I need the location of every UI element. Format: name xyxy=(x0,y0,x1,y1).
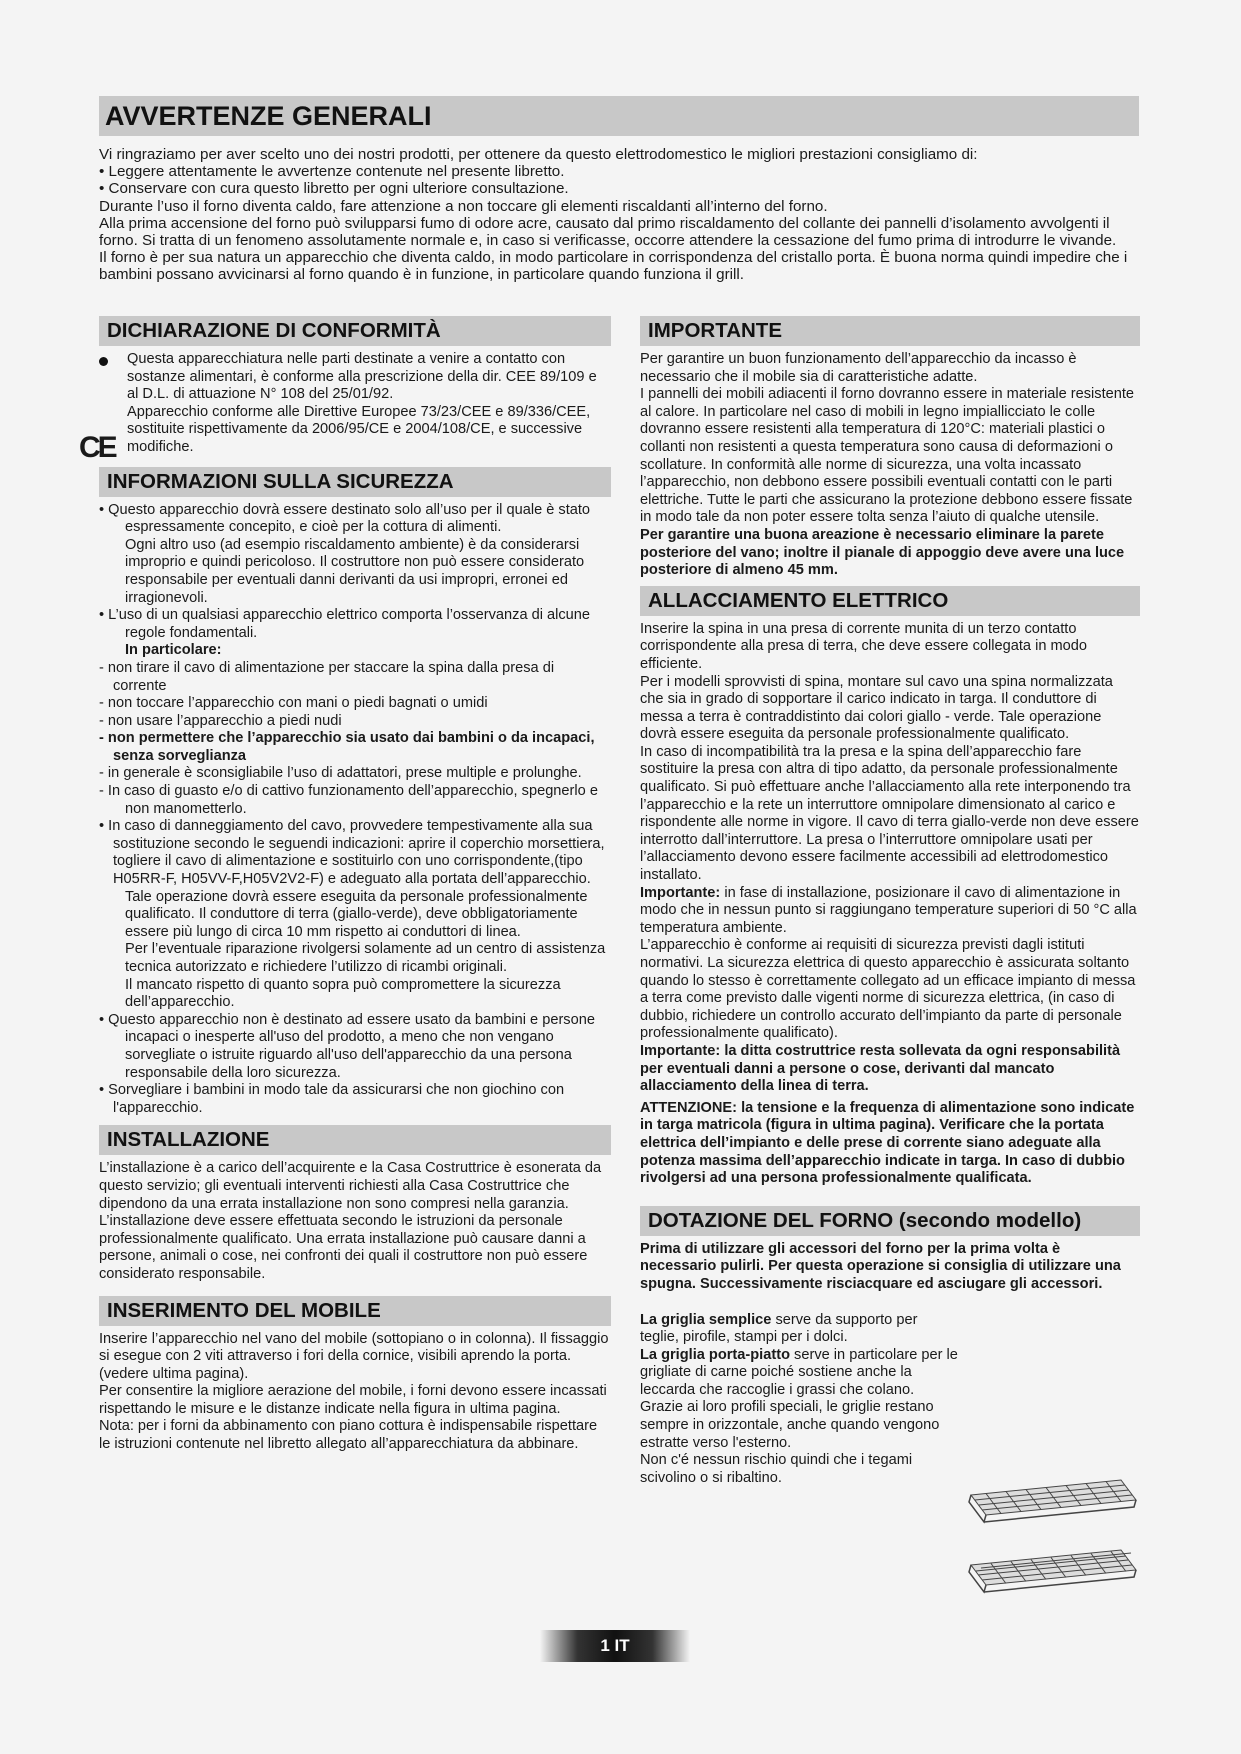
safety-dash: - In caso di guasto e/o di cattivo funzionamento dell’apparecchio, spegnerlo e non manometterlo. xyxy=(99,783,598,817)
safety-text: Ogni altro uso (ad esempio riscaldamento ambiente) è da considerarsi improprio e quindi pericoloso. Il costruttore non può essere considerato responsabile per eventuali danni derivanti da usi impropri, erronei ed irragionevoli. xyxy=(125,536,585,606)
intro-line: • Conservare con cura questo libretto per ogni ulteriore consultazione. xyxy=(99,180,569,198)
grill-text xyxy=(640,1347,958,1400)
safety-bullet: • In caso di danneggiamento del cavo, provvedere tempestivamente alla sua sostituzione secondo le seguendi indicazioni: aprire il coperchio morsettiera, togliere il cavo di alimentazione e sostituirlo con uno corrispondente,(tipo H05RR-F, H05VV-F,H05V2V2-F) e adeguato alla portata dell’apparecchio. xyxy=(99,818,605,888)
dotazione-text: Prima di utilizzare gli accessori del forno per la prima volta è necessario pulirli. Per questa operazione si consiglia di utilizzare una spugna. Successivamente risciacquare ed asciugare gli accessori. xyxy=(640,1240,1121,1292)
elettrico-warning: ATTENZIONE: la tensione e la frequenza di alimentazione sono indicate in targa matricola (figura in ultima pagina). Verificare che la portata elettrica dell’impianto e delle prese di corrente siano adeguate alla potenza massima dell’apparecchio indicate in targa. In caso di dubbio rivolgersi ad una persona professionalmente qualificata. xyxy=(640,1099,1135,1187)
safety-dash: - non tirare il cavo di alimentazione per staccare la spina dalla presa di corrente xyxy=(99,659,555,694)
conformita-text: Apparecchio conforme alle Direttive Europee 73/23/CEE e 89/336/CEE, sostituite rispettivamente da 2006/95/CE e 2004/108/CE, e successive modifiche. xyxy=(127,403,591,455)
section-header-importante: IMPORTANTE xyxy=(640,316,1140,346)
sicurezza-block xyxy=(99,502,611,1118)
right-column xyxy=(640,316,1140,1487)
page-number: 1 IT xyxy=(600,1636,630,1655)
mobile-text: Per consentire la migliore aerazione del mobile, i forni devono essere incassati rispettando le misure e le distanze indicate nella figura in ultima pagina. xyxy=(99,1383,607,1417)
intro-line: • Leggere attentamente le avvertenze contenute nel presente libretto. xyxy=(99,163,565,181)
mobile-text: Inserire l’apparecchio nel vano del mobile (sottopiano o in colonna). Il fissaggio si esegue con 2 viti attraverso i fori della cornice, visibili aprendo la porta.(vedere ultima pagina). xyxy=(99,1330,609,1382)
left-column xyxy=(79,316,611,1454)
intro-line: Vi ringraziamo per aver scelto uno dei nostri prodotti, per ottenere da questo elettrodomestico le migliori prestazioni consigliamo di: xyxy=(99,146,978,163)
conformita-block xyxy=(79,351,611,464)
page-number-bar xyxy=(540,1630,690,1662)
elettrico-text: L’apparecchio è conforme ai requisiti di sicurezza previsti dagli istituti normativi. La sicurezza elettrica di questo apparecchio è assicurata soltanto quando lo stesso è correttamente collegato ad un efficace impianto di messa a terra come previsto dalle vigenti norme di sicurezza elettrica, (in caso di dubbio, richiedere un controllo accurato dell’impianto da parte di personale professionalmente qualificato). xyxy=(640,937,1136,1042)
plate-rack-icon xyxy=(969,1550,1136,1592)
ce-mark-icon: CE xyxy=(79,431,115,464)
safety-text: Per l’eventuale riparazione rivolgersi solamente ad un centro di assistenza tecnica autorizzato e richiedere l’utilizzo di ricambi originali. xyxy=(125,941,606,975)
installazione-text: L’installazione deve essere effettuata secondo le istruzioni da personale professionalmente qualificato. Una errata installazione può causare danni a persone, animali o cose, nei confronti dei quali il costruttore non può essere considerato responsabile. xyxy=(99,1213,588,1282)
elettrico-block xyxy=(640,621,1140,1188)
safety-dash: - non toccare l’apparecchio con mani o piedi bagnati o umidi xyxy=(99,695,488,712)
elettrico-text: Per i modelli sprovvisti di spina, montare sul cavo una spina normalizzata che sia in grado di sopportare il carico indicato in targa. Il conduttore di messa a terra è contraddistinto dai colori giallo - verde. Tale operazione dovrà essere eseguita da personale professionalmente qualificato. xyxy=(640,673,1113,743)
conformita-text: Questa apparecchiatura nelle parti destinate a venire a contatto con sostanze alimentari, è conforme alla prescrizione della dir. CEE 89/109 e al D.L. di attuazione N° 108 del 25/01/92. xyxy=(127,351,597,403)
elettrico-inline-text: in fase di installazione, posizionare il cavo di alimentazione in modo che in nessun punto si raggiungano temperature superiori di 50 °C alla temperatura ambiente. xyxy=(640,884,1137,936)
importante-block xyxy=(640,351,1140,580)
elettrico-text: Inserire la spina in una presa di corrente munita di un terzo contatto corrispondente alla presa di terra, che deve essere collegata in modo efficiente. xyxy=(640,620,1087,672)
bullet-dot-icon xyxy=(99,357,108,366)
intro-line: Il forno è per sua natura un apparecchio che diventa caldo, in modo particolare in corrispondenza del cristallo porta. È buona norma quindi impedire che i bambini possano avvicinarsi al forno quando è in funzione, in particolare quando funziona il grill. xyxy=(99,249,1128,284)
safety-dash: - in generale è sconsigliabile l’uso di adattatori, prese multiple e prolunghe. xyxy=(99,765,582,782)
dotazione-block xyxy=(640,1241,1140,1488)
grill-bold-label: La griglia porta-piatto xyxy=(640,1346,790,1363)
oven-racks-illustration xyxy=(956,1470,1146,1620)
grill-text-block xyxy=(640,1312,958,1488)
safety-text: Il mancato rispetto di quanto sopra può compromettere la sicurezza dell’apparecchio. xyxy=(125,976,561,1011)
elettrico-bold-label: Importante: xyxy=(640,884,721,901)
grill-inline-text: serve in particolare per le grigliate di carne poiché sostiene anche la leccarda che raccoglie i grassi che colano. xyxy=(640,1346,958,1398)
safety-bullet: • Questo apparecchio non è destinato ad essere usato da bambini e persone incapaci o inesperte all'uso del prodotto, a meno che non vengano sorvegliate o istruite riguardo all'uso dell'apparecchio da una persona responsabile della loro sicurezza. xyxy=(99,1011,595,1081)
grill-bold-label: La griglia semplice xyxy=(640,1311,772,1328)
safety-dash: - non permettere che l’apparecchio sia usato dai bambini o da incapaci, senza sorveglianza xyxy=(99,730,595,764)
grill-text: Grazie ai loro profili speciali, le griglie restano sempre in orizzontale, anche quando vengono estratte verso l'esterno. xyxy=(640,1399,940,1451)
mobile-block xyxy=(99,1331,611,1454)
elettrico-text xyxy=(640,885,1140,938)
safety-bullet: • Questo apparecchio dovrà essere destinato solo all’uso per il quale è stato espressamente concepito, e cioè per la cottura di alimenti. xyxy=(99,501,591,536)
safety-dash: - non usare l’apparecchio a piedi nudi xyxy=(99,712,342,729)
safety-text: Tale operazione dovrà essere eseguita da personale professionalmente qualificato. Il conduttore di terra (giallo-verde), deve obbligatoriamente essere più lungo di circa 10 mm rispetto ai conduttori di linea. xyxy=(125,888,588,940)
intro-line: Alla prima accensione del forno può svilupparsi fumo di odore acre, causato dal primo riscaldamento del collante dei pannelli d’isolamento avvolgenti il forno. Si tratta di un fenomeno assolutamente normale e, in caso si verificasse, occorre attendere la cessazione del fumo prima di introdurre le vivande. xyxy=(99,214,1117,250)
elettrico-text: Importante: la ditta costruttrice resta sollevata da ogni responsabilità per eventuali danni a persone o cose, derivanti dal mancato allacciamento della linea di terra. xyxy=(640,1042,1121,1095)
intro-section xyxy=(99,146,1141,284)
grill-text: Non c'é nessun rischio quindi che i tegami scivolino o si ribaltino. xyxy=(640,1452,913,1486)
section-header-mobile: INSERIMENTO DEL MOBILE xyxy=(99,1296,611,1326)
wire-rack-icon xyxy=(969,1480,1136,1522)
section-header-dotazione: DOTAZIONE DEL FORNO (secondo modello) xyxy=(640,1206,1140,1236)
intro-line: Durante l’uso il forno diventa caldo, fare attenzione a non toccare gli elementi riscaldanti all’interno del forno. xyxy=(99,197,828,215)
section-header-elettrico: ALLACCIAMENTO ELETTRICO xyxy=(640,586,1140,616)
safety-bullet: • Sorvegliare i bambini in modo tale da assicurarsi che non giochino con l'apparecchio. xyxy=(99,1082,565,1116)
installazione-text: L’installazione è a carico dell’acquirente e la Casa Costruttrice è esonerata da questo servizio; gli eventuali interventi richiesti alla Casa Costruttrice che dipendono da una errata installazione non sono compresi nella garanzia. xyxy=(99,1160,602,1212)
safety-bullet: • L’uso di un qualsiasi apparecchio elettrico comporta l’osservanza di alcune regole fondamentali. xyxy=(99,607,591,641)
section-header-conformita: DICHIARAZIONE DI CONFORMITÀ xyxy=(99,316,611,346)
page-title: AVVERTENZE GENERALI xyxy=(99,96,1139,136)
mobile-text: Nota: per i forni da abbinamento con piano cottura è indispensabile rispettare le istruzioni contenute nel libretto allegato all’apparecchiatura da abbinare. xyxy=(99,1418,598,1453)
safety-text: In particolare: xyxy=(125,642,222,659)
importante-text: Per garantire una buona areazione è necessario eliminare la parete posteriore del vano; inoltre il pianale di appoggio deve avere una luce posteriore di almeno 45 mm. xyxy=(640,526,1125,579)
elettrico-text: In caso di incompatibilità tra la presa e la spina dell’apparecchio fare sostituire la presa con altra di tipo adatto, da personale professionalmente qualificato. Si può effettuare anche l’allacciamento alla rete interponendo tra l’apparecchio e la rete un interruttore omnipolare dimensionato al carico e rispondente alle norme in vigore. Il cavo di terra giallo-verde non deve essere interrotto dall’interruttore. La presa o l’interruttore omnipolare usati per l’allacciamento devono essere facilmente accessibili ad elettrodomestico installato. xyxy=(640,743,1139,884)
section-header-sicurezza: INFORMAZIONI SULLA SICUREZZA xyxy=(99,467,611,497)
section-header-installazione: INSTALLAZIONE xyxy=(99,1125,611,1155)
installazione-block xyxy=(99,1160,611,1283)
importante-text: I pannelli dei mobili adiacenti il forno dovranno essere in materiale resistente al calore. In particolare nel caso di mobili in legno impiallicciato le colle dovranno essere resistenti alla temperatura di 120°C: materiali plastici o collanti non resistenti a questa temperatura sono causa di deformazioni o scollature. In conformità alle norme di sicurezza, una volta incassato l’apparecchio, non debbono essere possibili eventuali contatti con le parti elettriche. Tutte le parti che assicurano la protezione debbono essere fissate in modo tale da non poter essere tolta senza l’aiuto di qualche utensile. xyxy=(640,386,1135,526)
grill-text xyxy=(640,1312,958,1347)
importante-text: Per garantire un buon funzionamento dell’apparecchio da incasso è necessario che il mobile sia di caratteristiche adatte. xyxy=(640,351,1077,385)
grill-inline-text: serve da supporto per teglie, pirofile, stampi per i dolci. xyxy=(640,1311,918,1346)
